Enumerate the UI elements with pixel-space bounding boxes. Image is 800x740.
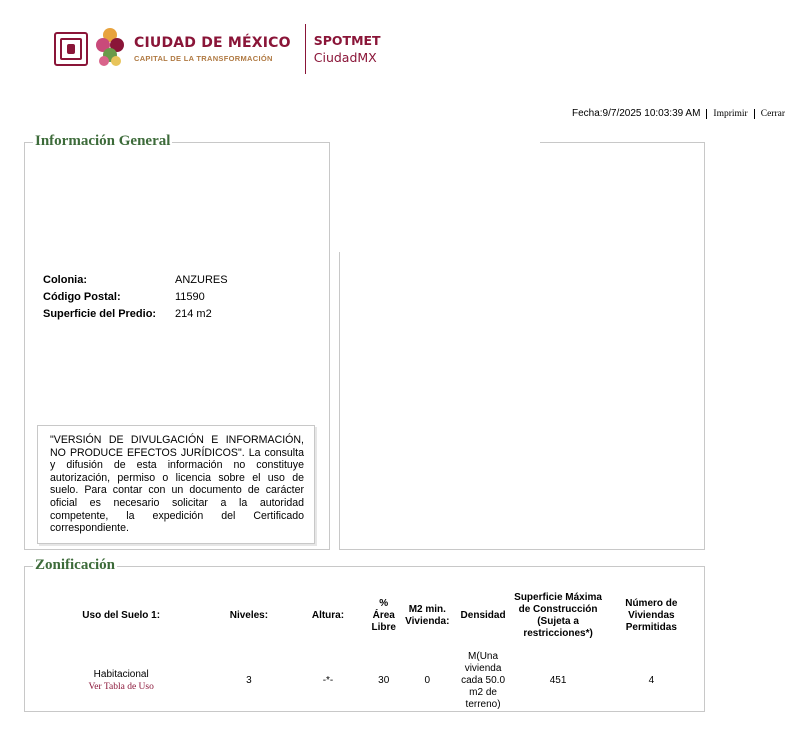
colonia-value: ANZURES <box>175 273 228 286</box>
flower-logo-icon <box>96 28 124 70</box>
superficie-label: Superficie del Predio: <box>43 307 157 320</box>
densidad-value: M(Una vivienda cada 50.0 m2 de terreno) <box>461 651 506 710</box>
info-row-superficie <box>43 305 228 322</box>
divider <box>754 109 755 119</box>
top-bar <box>572 108 785 119</box>
niveles-value: 3 <box>246 675 252 686</box>
info-rows <box>43 271 228 322</box>
logo-divider <box>305 24 306 74</box>
m2-min-value: 0 <box>424 675 431 686</box>
col-uso: Uso del Suelo 1: <box>82 610 161 621</box>
info-row-codigo-postal <box>43 288 228 305</box>
logo-text <box>134 35 291 63</box>
date-label: Fecha:9/7/2025 10:03:39 AM <box>571 108 701 119</box>
zonificacion-table <box>33 585 698 715</box>
col-area-libre: % Área Libre <box>371 598 396 633</box>
map-panel-top-border <box>540 142 705 143</box>
logo-title: CIUDAD DE MÉXICO <box>134 35 291 51</box>
altura-value: -*- <box>322 675 334 686</box>
zonificacion-legend: Zonificación <box>35 557 116 573</box>
col-num-viviendas: Número de Viviendas Permitidas <box>625 598 678 633</box>
col-densidad: Densidad <box>460 610 506 621</box>
table-header-row <box>33 585 698 647</box>
logo-subtitle: CAPITAL DE LA TRANSFORMACIÓN <box>134 54 273 63</box>
map-panel-left-gap <box>339 142 341 252</box>
col-altura: Altura: <box>311 610 345 621</box>
app-logo <box>314 33 381 65</box>
codigo-postal-value: 11590 <box>175 290 205 303</box>
header <box>54 22 381 76</box>
app-name: SPOTMET <box>313 33 381 48</box>
codigo-postal-label: Código Postal: <box>43 290 121 303</box>
table-row <box>33 647 698 715</box>
uso-value: Habitacional <box>93 669 149 680</box>
col-m2-min: M2 min. Vivienda: <box>405 604 450 627</box>
zonificacion-panel <box>24 557 705 712</box>
info-general-panel <box>24 133 330 550</box>
info-row-colonia <box>43 271 228 288</box>
area-libre-value: 30 <box>378 675 390 686</box>
info-general-legend: Información General <box>35 133 171 149</box>
divider <box>706 109 707 119</box>
print-link[interactable]: Imprimir <box>713 108 748 119</box>
col-niveles: Niveles: <box>229 610 269 621</box>
ver-tabla-uso-link[interactable]: Ver Tabla de Uso <box>88 682 154 692</box>
disclaimer-box: "VERSIÓN DE DIVULGACIÓN E INFORMACIÓN, NO PRODUCE EFECTOS JURÍDICOS". La consulta y difusión de esta información no constituye autorización, permiso o licencia sobre el uso de suelo. Para contar con un documento de carácter oficial es necesario solicitar a la autoridad competente, la expedición del Certificado correspondiente. <box>37 425 315 544</box>
map-panel[interactable] <box>339 142 705 550</box>
close-link[interactable]: Cerrar <box>760 108 785 119</box>
cdmx-seal-icon <box>54 32 88 66</box>
colonia-label: Colonia: <box>43 273 87 286</box>
col-superficie: Superficie Máxima de Construcción (Sujeta a restricciones*) <box>514 592 602 639</box>
app-subname: CiudadMX <box>313 50 377 65</box>
superficie-value: 214 m2 <box>175 307 212 320</box>
uso-cell <box>33 647 209 715</box>
superficie-value: 451 <box>549 675 567 686</box>
num-viviendas-value: 4 <box>648 675 655 686</box>
